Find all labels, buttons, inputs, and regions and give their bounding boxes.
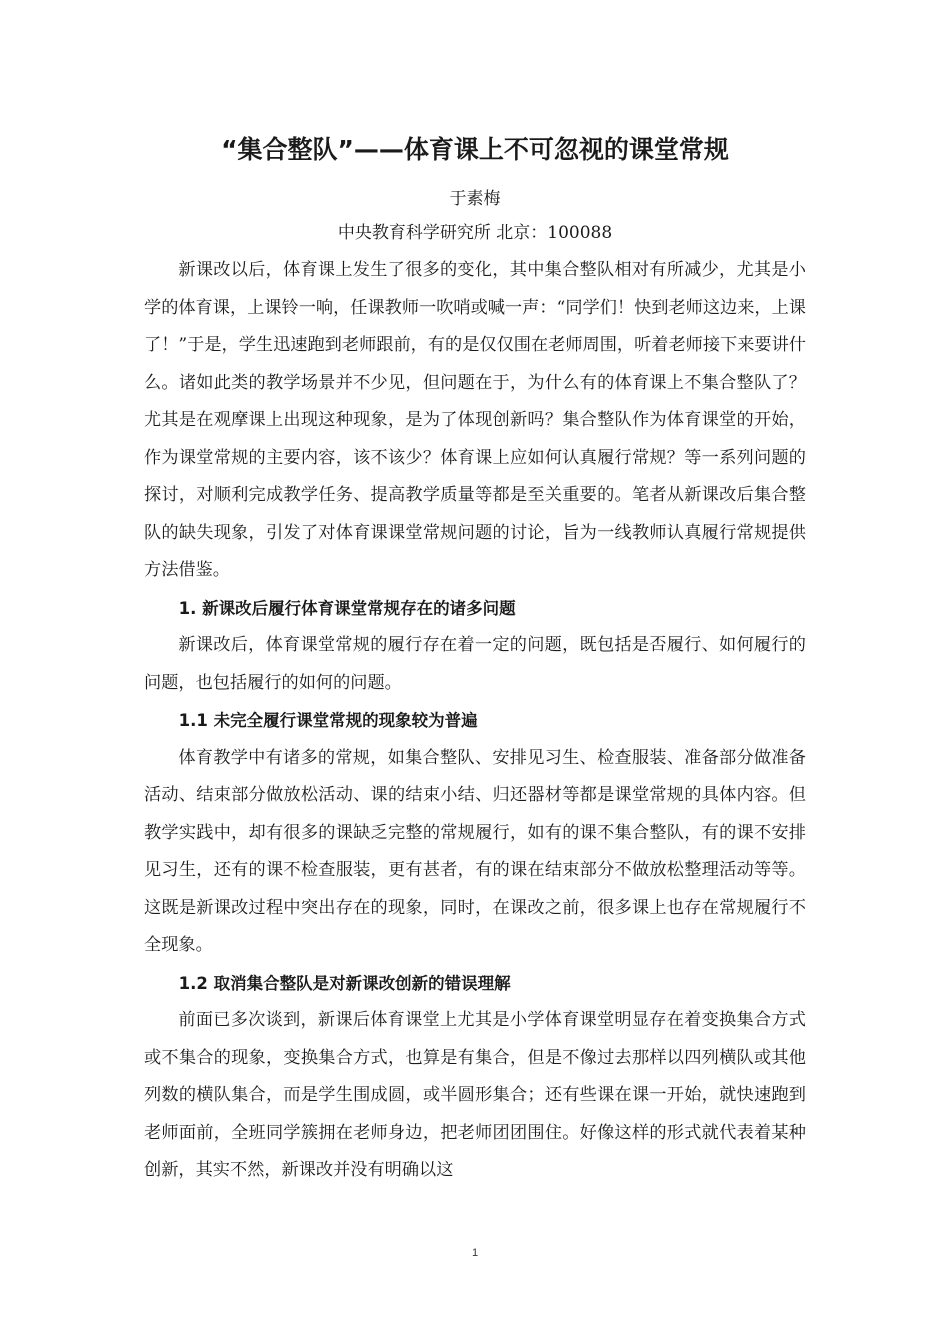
paragraph-section-1-2: 前面已多次谈到，新课后体育课堂上尤其是小学体育课堂明显存在着变换集合方式或不集合的现象，变换集合方式，也算是有集合，但是不像过去那样以四列横队或其他列数的横队集合，而是学生围成圆，或半圆形集合；还有些课在课一开始，就快速跑到老师面前，全班同学簇拥在老师身边，把老师团团围住。好像这样的形式就代表着某种创新，其实不然，新课改并没有明确以这 [144, 1010, 806, 1180]
section-heading-1-2: 1.2 取消集合整队是对新课改创新的错误理解 [178, 973, 511, 993]
document-title: “集合整队”——体育课上不可忽视的课堂常规 [221, 135, 729, 164]
paragraph-intro: 新课改以后，体育课上发生了很多的变化，其中集合整队相对有所减少，尤其是小学的体育课，上课铃一响，任课教师一吹哨或喊一声：“同学们！快到老师这边来，上课了！”于是，学生迅速跑到老师跟前，有的是仅仅围在老师周围，听着老师接下来要讲什么。诸如此类的教学场景并不少见，但问题在于，为什么有的体育课上不集合整队了？尤其是在观摩课上出现这种现象，是为了体现创新吗？集合整队作为体育课堂的开始，作为课堂常规的主要内容，该不该少？体育课上应如何认真履行常规？等一系列问题的探讨，对顺利完成教学任务、提高教学质量等都是至关重要的。笔者从新课改后集合整队的缺失现象，引发了对体育课课堂常规问题的讨论，旨为一线教师认真履行常规提供方法借鉴。 [144, 260, 806, 580]
paragraph-section-1: 新课改后，体育课堂常规的履行存在着一定的问题，既包括是否履行、如何履行的问题，也包括履行的如何的问题。 [144, 635, 806, 693]
author-affiliation: 中央教育科学研究所 北京：100088 [337, 223, 613, 243]
paragraph-section-1-1: 体育教学中有诸多的常规，如集合整队、安排见习生、检查服装、准备部分做准备活动、结束部分做放松活动、课的结束小结、归还器材等都是课堂常规的具体内容。但教学实践中，却有很多的课缺乏完整的常规履行，如有的课不集合整队，有的课不安排见习生，还有的课不检查服装，更有甚者，有的课在结束部分不做放松整理活动等等。这既是新课改过程中突出存在的现象，同时，在课改之前，很多课上也存在常规履行不全现象。 [144, 747, 806, 955]
author-name: 于素梅 [449, 189, 501, 209]
section-heading-1: 1. 新课改后履行体育课堂常规存在的诸多问题 [178, 598, 516, 618]
document-body [144, 252, 806, 1190]
section-heading-1-1: 1.1 未完全履行课堂常规的现象较为普遍 [178, 711, 478, 730]
page-number: 1 [471, 1247, 479, 1259]
